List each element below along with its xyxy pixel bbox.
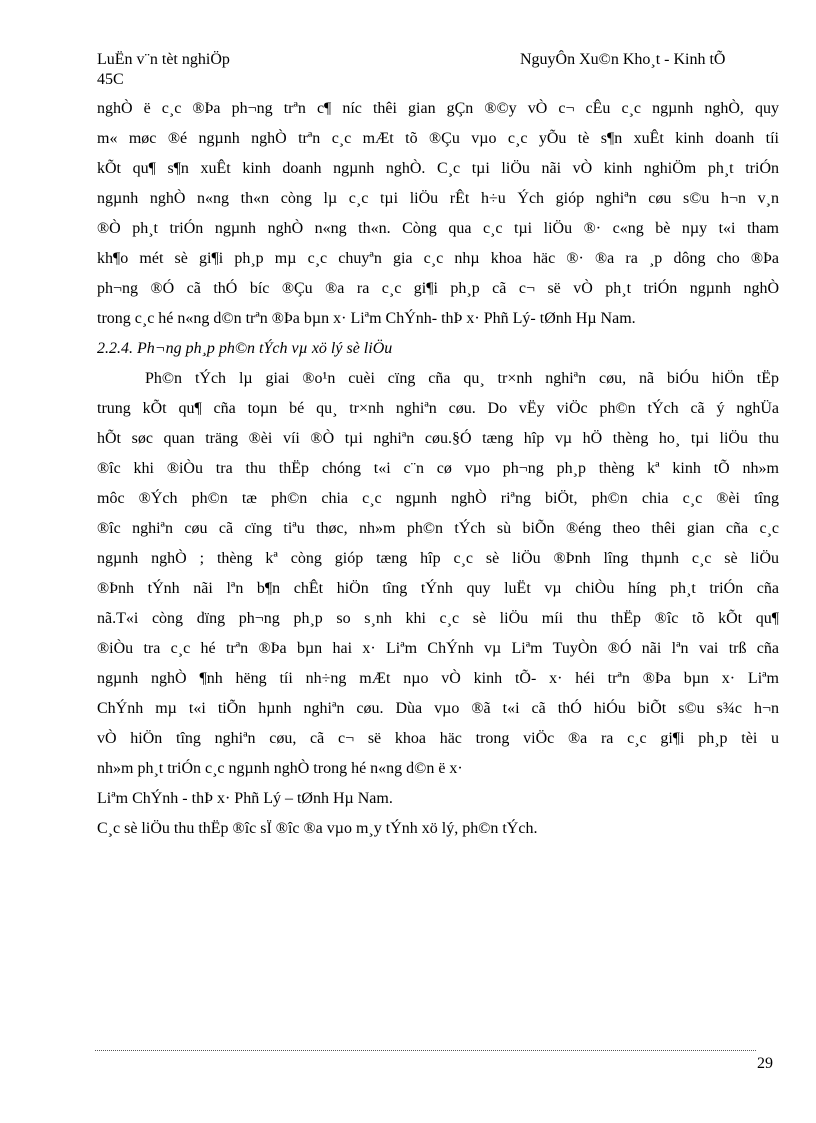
paragraph-line: ngµnh nghÒ n«ng th«n còng lµ c¸c tµi liÖu rÊt h÷u Ých gióp nghiªn cøu s©u h¬n v¸n <box>97 190 779 207</box>
paragraph-line: vÒ hiÖn tîng nghiªn cøu, cã c¬ së khoa häc trong viÖc ®a ra c¸c gi¶i ph¸p tèi u <box>97 730 779 747</box>
paragraph-line: ®Þnh tÝnh nãi lªn b¶n chÊt hiÖn tîng tÝnh quy luËt vµ chiÒu híng ph¸t triÓn cña <box>97 580 779 597</box>
paragraph-line: ChÝnh mµ t«i tiÕn hµnh nghiªn cøu. Dùa vµo ®ã t«i cã thÓ hiÓu biÕt s©u s¾c h¬n <box>97 700 779 717</box>
paragraph-line: môc ®Ých ph©n tæ ph©n chia c¸c ngµnh nghÒ riªng biÖt, ph©n chia c¸c ®èi tîng <box>97 490 779 507</box>
paragraph-line: m« møc ®é ngµnh nghÒ trªn c¸c mÆt tõ ®Çu vµo c¸c yÕu tè s¶n xuÊt kinh doanh tíi <box>97 130 779 147</box>
body-text <box>97 94 779 844</box>
header-class: 45C <box>97 71 124 88</box>
paragraph-line: kÕt qu¶ s¶n xuÊt kinh doanh ngµnh nghÒ. C¸c tµi liÖu nãi vÒ kinh nghiÖm ph¸t triÓn <box>97 160 779 177</box>
footer-divider <box>95 1050 756 1051</box>
header-left <box>97 50 397 90</box>
paragraph-line: nghÒ ë c¸c ®Þa ph¬ng trªn c¶ níc thêi gian gÇn ®©y vÒ c¬ cÊu c¸c ngµnh nghÒ, quy <box>97 100 779 117</box>
paragraph-line: ®îc nghiªn cøu cã cïng tiªu thøc, nh»m ph©n tÝch sù biÕn ®éng theo thêi gian cña c¸c <box>97 520 779 537</box>
header-author: NguyÔn Xu©n Kho¸t - Kinh tÕ <box>520 51 726 68</box>
paragraph-line: kh¶o mét sè gi¶i ph¸p mµ c¸c chuyªn gia c¸c nhµ khoa häc ®· ®a ra ¸p dông cho ®Þa <box>97 250 779 267</box>
header-thesis-title: LuËn v¨n tèt nghiÖp <box>97 51 230 68</box>
paragraph-line: ngµnh nghÒ ; thèng kª còng gióp tæng hîp c¸c sè liÖu ®Þnh lîng thµnh c¸c sè liÖu <box>97 550 779 567</box>
paragraph-line: Ph©n tÝch lµ giai ®o¹n cuèi cïng cña qu¸ tr×nh nghiªn cøu, nã biÓu hiÖn tËp <box>145 370 779 387</box>
section-heading: 2.2.4. Ph¬ng ph¸p ph©n tÝch vµ xö lý sè liÖu <box>97 340 393 357</box>
paragraph-line: C¸c sè liÖu thu thËp ®îc sÏ ®îc ®a vµo m¸y tÝnh xö lý, ph©n tÝch. <box>97 820 538 837</box>
paragraph-line: nã.T«i còng dïng ph¬ng ph¸p so s¸nh khi c¸c sè liÖu míi thu thËp ®îc tõ kÕt qu¶ <box>97 610 779 627</box>
paragraph-line: hÕt søc quan träng ®èi víi ®Ò tµi nghiªn cøu.§Ó tæng hîp vµ hÖ thèng ho¸ tµi liÖu thu <box>97 430 779 447</box>
paragraph-line: ®Ò ph¸t triÓn ngµnh nghÒ n«ng th«n. Còng qua c¸c tµi liÖu ®· c«ng bè nµy t«i tham <box>97 220 779 237</box>
paragraph-line: trung kÕt qu¶ cña toµn bé qu¸ tr×nh nghiªn cøu. Do vËy viÖc ph©n tÝch cã ý nghÜa <box>97 400 779 417</box>
paragraph-line: nh»m ph¸t triÓn c¸c ngµnh nghÒ trong hé n«ng d©n ë x· <box>97 760 463 777</box>
paragraph-line: ®iÒu tra c¸c hé trªn ®Þa bµn hai x· Liªm ChÝnh vµ Liªm TuyÒn ®Ó nãi lªn vai trß cña <box>97 640 779 657</box>
page-number: 29 <box>757 1055 773 1072</box>
paragraph-line: ®îc khi ®iÒu tra thu thËp chóng t«i c¨n cø vµo ph¬ng ph¸p thèng kª kinh tÕ nh»m <box>97 460 779 477</box>
paragraph-line: ngµnh nghÒ ¶nh hëng tíi nh÷ng mÆt nµo vÒ kinh tÕ- x· héi trªn ®Þa bµn x· Liªm <box>97 670 779 687</box>
paragraph-line: trong c¸c hé n«ng d©n trªn ®Þa bµn x· Liªm ChÝnh- thÞ x· Phñ Lý- tØnh Hµ Nam. <box>97 310 636 327</box>
paragraph-line: ph¬ng ®Ó cã thÓ bíc ®Çu ®a ra c¸c gi¶i ph¸p cã c¬ së vÒ ph¸t triÓn ngµnh nghÒ <box>97 280 779 297</box>
paragraph-line: Liªm ChÝnh - thÞ x· Phñ Lý – tØnh Hµ Nam. <box>97 790 393 807</box>
